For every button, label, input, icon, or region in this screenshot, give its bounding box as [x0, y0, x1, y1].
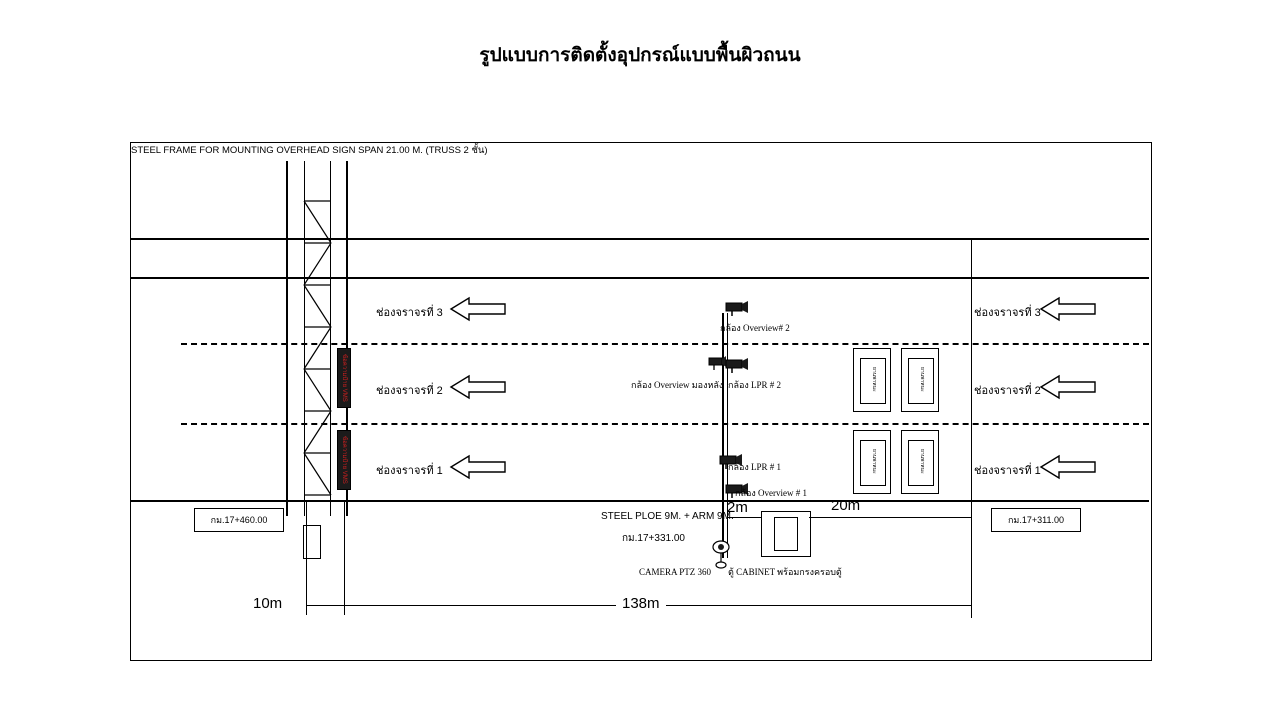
lane-arrow-right-2	[1039, 374, 1097, 400]
vehicle-label-2: ยานพาหนะ	[919, 367, 925, 392]
cabinet-box	[774, 517, 798, 551]
reference-line-gantry	[344, 500, 345, 610]
road-edge-line-bottom	[131, 500, 1149, 502]
camera-ptz-360-label: CAMERA PTZ 360	[639, 567, 712, 577]
vehicle-label-1: ยานพาหนะ	[871, 367, 877, 392]
dim-label-20m: 20m	[831, 497, 861, 514]
dim-label-138m: 138m	[616, 595, 666, 612]
page-title: รูปแบบการติดตั้งอุปกรณ์แบบพื้นผิวถนน	[479, 45, 801, 66]
vehicle-label-3: ยานพาหนะ	[871, 449, 877, 474]
dim-line-20m	[809, 517, 971, 518]
reference-line-left	[306, 500, 307, 610]
dim-line-10m	[306, 605, 344, 606]
lane-arrow-left-3	[449, 296, 507, 322]
cabinet-label: ตู้ CABINET พร้อมกรงครอบตู้	[728, 567, 842, 577]
lane-label-left-3: ช่องจราจรที่ 3	[376, 307, 443, 319]
camera-overview-rear-label: กล้อง Overview มองหลัง	[631, 380, 724, 390]
road-edge-line-top	[131, 238, 1149, 240]
lane-label-left-2: ช่องจราจรที่ 2	[376, 385, 443, 397]
steel-pole-note-line1: STEEL PLOE 9M. + ARM 9M.	[601, 511, 734, 522]
road-edge-line-upper	[131, 277, 1149, 279]
vms-sign-lower: ข้อความป้าย VMS	[337, 430, 351, 490]
camera-lpr-2-label: กล้อง LPR # 2	[728, 380, 782, 390]
station-box-right: กม.17+311.00	[991, 508, 1081, 532]
lane-label-right-3: ช่องจราจรที่ 3	[974, 307, 1041, 319]
station-box-left: กม.17+460.00	[194, 508, 284, 532]
camera-lpr-2-icon	[723, 357, 749, 373]
vehicle-lower-right	[901, 430, 939, 494]
camera-lpr-1-label: กล้อง LPR # 1	[728, 462, 782, 472]
vehicle-upper-right	[901, 348, 939, 412]
dim-label-2m: 2m	[727, 499, 748, 516]
vms-sign-upper: ข้อความป้าย VMS	[337, 348, 351, 408]
vehicle-label-4: ยานพาหนะ	[919, 449, 925, 474]
lane-arrow-right-1	[1039, 454, 1097, 480]
camera-overview-2-icon	[723, 300, 749, 316]
dim-label-10m: 10m	[253, 595, 283, 612]
lane-arrow-left-1	[449, 454, 507, 480]
lane-label-right-1: ช่องจราจรที่ 1	[974, 465, 1041, 477]
drawing-canvas	[130, 142, 1152, 661]
reference-line-right	[971, 238, 972, 618]
steel-pole-note-line2: กม.17+331.00	[622, 533, 685, 544]
lane-arrow-left-2	[449, 374, 507, 400]
vehicle-upper-left	[853, 348, 891, 412]
camera-overview-1-label: กล้อง Overview # 1	[735, 488, 807, 498]
dim-line-2m	[727, 517, 761, 518]
dim-tick-10m-left	[306, 595, 307, 615]
vehicle-lower-left	[853, 430, 891, 494]
steel-frame-note: STEEL FRAME FOR MOUNTING OVERHEAD SIGN SPAN 21.00 M. (TRUSS 2 ชั้น)	[131, 145, 488, 156]
lane-arrow-right-3	[1039, 296, 1097, 322]
lane-label-right-2: ช่องจราจรที่ 2	[974, 385, 1041, 397]
lane-label-left-1: ช่องจราจรที่ 1	[376, 465, 443, 477]
dim-tick-138m-right	[971, 595, 972, 615]
camera-overview-2-label: กล้อง Overview# 2	[720, 323, 790, 333]
